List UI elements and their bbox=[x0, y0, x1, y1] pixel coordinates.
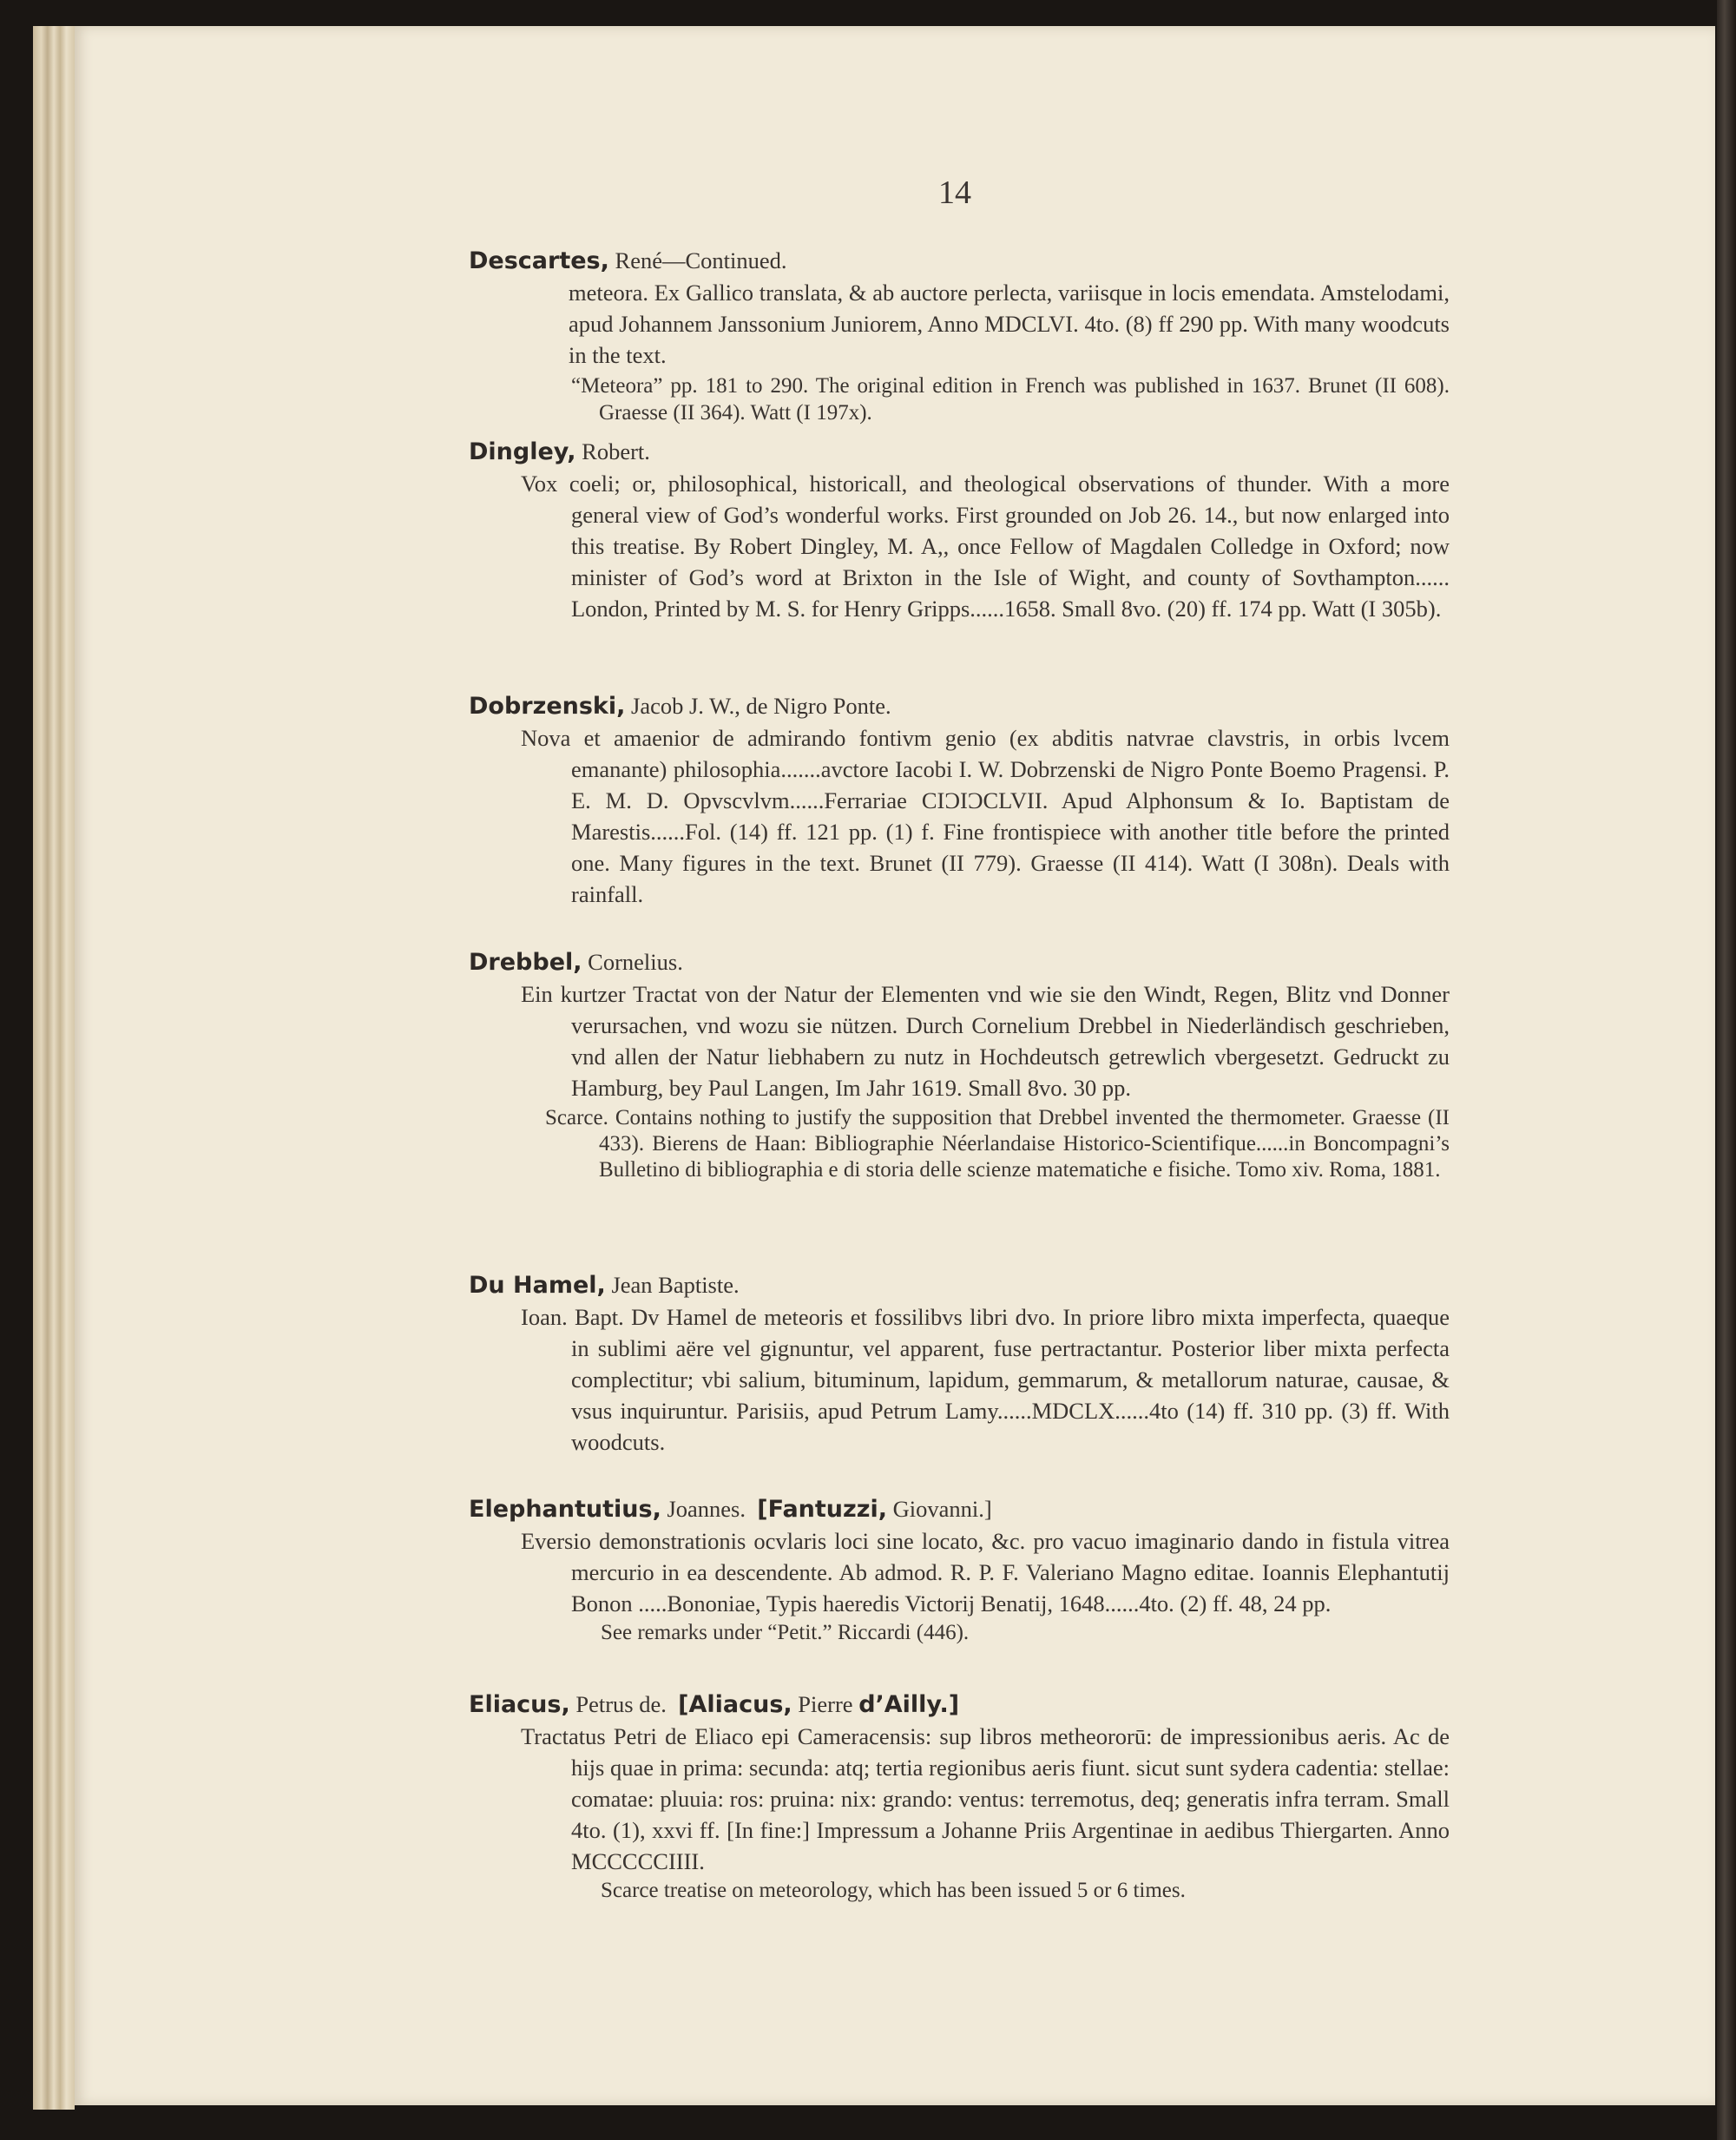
entry-alt-name-rest: Giovanni.] bbox=[892, 1496, 992, 1522]
entry-heading bbox=[469, 946, 1450, 978]
entry-elephantutius bbox=[469, 1493, 1450, 1647]
entry-drebbel bbox=[469, 946, 1450, 1183]
entry-body: Nova et amaenior de admirando fontivm genio (ex abditis natvrae clavstris, in orbis lvcem emanante) philosophia.......avctore Iacobi I. W. Dobrzenski de Nigro Ponte Boemo Pragensi. P. E. M. D. Opvscvlvm......Ferrariae CIƆIƆCLVII. Apud Alphonsum & Io. Baptistam de Marestis......Fol. (14) ff. 121 pp. (1) f. Fine frontispiece with another title before the printed one. Many figures in the text. Brunet (II 779). Graesse (II 414). Watt (I 308n). Deals with rainfall. bbox=[521, 725, 1450, 907]
entry-note: Scarce. Contains nothing to justify the supposition that Drebbel invented the thermometer. Graesse (II 433). Bierens de Haan: Bibliographie Néerlandaise Historico-Scientifique......in Boncompagni’s Bulletino di bibliographia e di storia delle scienze matematiche e fisiche. Tomo xiv. Roma, 1881. bbox=[545, 1106, 1450, 1182]
page-edges bbox=[33, 26, 75, 2110]
entry-name: Descartes, bbox=[469, 247, 609, 274]
entry-body: Ein kurtzer Tractat von der Natur der Elementen vnd wie sie den Windt, Regen, Blitz vnd Donner verursachen, vnd wozu sie nützen. Durch Cornelium Drebbel in Niederländisch geschrieben, vnd allen der Natur liebhabern zu nutz in Hochdeutsch getrewlich vbergesetzt. Gedruckt zu Hamburg, bey Paul Langen, Im Jahr 1619. Small 8vo. 30 pp. bbox=[521, 981, 1450, 1101]
entry-name-rest: Joannes. bbox=[667, 1496, 746, 1522]
entry-body: Ioan. Bapt. Dv Hamel de meteoris et fossilibvs libri dvo. In priore libro mixta imperfecta, quaeque in sublimi aëre vel gignuntur, vel apparent, fuse pertractantur. Posterior liber mixta perfecta complectitur; vbi salium, bituminum, lapidum, gemmarum, & metallorum naturae, causae, & vsus inquiruntur. Parisiis, apud Petrum Lamy......MDCLX......4to (14) ff. 310 pp. (3) ff. With woodcuts. bbox=[521, 1304, 1450, 1455]
entry-name: Eliacus, bbox=[469, 1691, 570, 1718]
entry-note: Scarce treatise on meteorology, which has been issued 5 or 6 times. bbox=[601, 1879, 1186, 1902]
entry-alt-name-2: d’Ailly.] bbox=[858, 1691, 960, 1718]
entry-eliacus bbox=[469, 1689, 1450, 1905]
entry-name: Du Hamel, bbox=[469, 1272, 606, 1299]
entry-name: Drebbel, bbox=[469, 949, 582, 976]
entry-alt-name: [Aliacus, bbox=[678, 1691, 792, 1718]
entry-dobrzenski bbox=[469, 690, 1450, 910]
entry-heading bbox=[469, 1493, 1450, 1525]
entry-body: meteora. Ex Gallico translata, & ab auctore perlecta, variisque in locis emendata. Amstelodami, apud Johannem Janssonium Juniorem, Anno MDCLVI. 4to. (8) ff 290 pp. With many woodcuts in the text. bbox=[569, 280, 1450, 368]
entry-body: Eversio demonstrationis ocvlaris loci sine locato, &c. pro vacuo imaginario dando in fistula vitrea mercurio in ea descendente. Ab admod. R. P. F. Valeriano Magno editae. Ioannis Elephantutij Bonon .....Bononiae, Typis haeredis Victorij Benatij, 1648......4to. (2) ff. 48, 24 pp. bbox=[521, 1528, 1450, 1617]
entry-name: Elephantutius, bbox=[469, 1496, 661, 1523]
entry-heading bbox=[469, 245, 1450, 277]
entry-note: “Meteora” pp. 181 to 290. The original edition in French was published in 1637. Brunet (II 608). Graesse (II 364). Watt (I 197x). bbox=[571, 374, 1450, 425]
entry-note: See remarks under “Petit.” Riccardi (446). bbox=[601, 1621, 970, 1644]
entry-alt-name: [Fantuzzi, bbox=[757, 1496, 887, 1523]
entry-du-hamel bbox=[469, 1269, 1450, 1458]
binding-strip bbox=[1717, 0, 1736, 2140]
entry-alt-name-rest: Pierre bbox=[798, 1691, 853, 1717]
entry-heading bbox=[469, 690, 1450, 722]
entry-name-rest: René—Continued. bbox=[615, 247, 787, 273]
entry-name: Dingley, bbox=[469, 438, 576, 465]
entry-heading bbox=[469, 1689, 1450, 1721]
entry-descartes bbox=[469, 245, 1450, 426]
entry-name-rest: Robert. bbox=[582, 438, 650, 464]
entry-name-rest: Cornelius. bbox=[588, 949, 683, 975]
entry-heading bbox=[469, 436, 1450, 468]
entry-heading bbox=[469, 1269, 1450, 1301]
entry-name-rest: Petrus de. bbox=[575, 1691, 667, 1717]
entry-name: Dobrzenski, bbox=[469, 693, 626, 720]
entry-name-rest: Jacob J. W., de Nigro Ponte. bbox=[631, 693, 891, 719]
entry-dingley bbox=[469, 436, 1450, 624]
entry-body: Tractatus Petri de Eliaco epi Cameracensis: sup libros metheororū: de impressionibus aeris. Ac de hijs quae in prima: secunda: atq; tertia regionibus aeris fiunt. sicut sunt sydera cadentia: stellae: comatae: pluuia: ros: pruina: nix: grando: ventus: terremotus, deq; generatis infra terram. Small 4to. (1), xxvi ff. [In fine:] Impressum a Johanne Priis Argentinae in aedibus Thiergarten. Anno MCCCCCIIII. bbox=[521, 1723, 1450, 1874]
page-number: 14 bbox=[938, 174, 971, 211]
entry-name-rest: Jean Baptiste. bbox=[611, 1272, 740, 1298]
entry-body: Vox coeli; or, philosophical, historicall, and theological observations of thunder. With a more general view of God’s wonderful works. First grounded on Job 26. 14., but now enlarged into this treatise. By Robert Dingley, M. A,, once Fellow of Magdalen Colledge in Oxford; now minister of God’s word at Brixton in the Isle of Wight, and county of Sovthampton...... London, Printed by M. S. for Henry Gripps......1658. Small 8vo. (20) ff. 174 pp. Watt (I 305b). bbox=[521, 471, 1450, 622]
